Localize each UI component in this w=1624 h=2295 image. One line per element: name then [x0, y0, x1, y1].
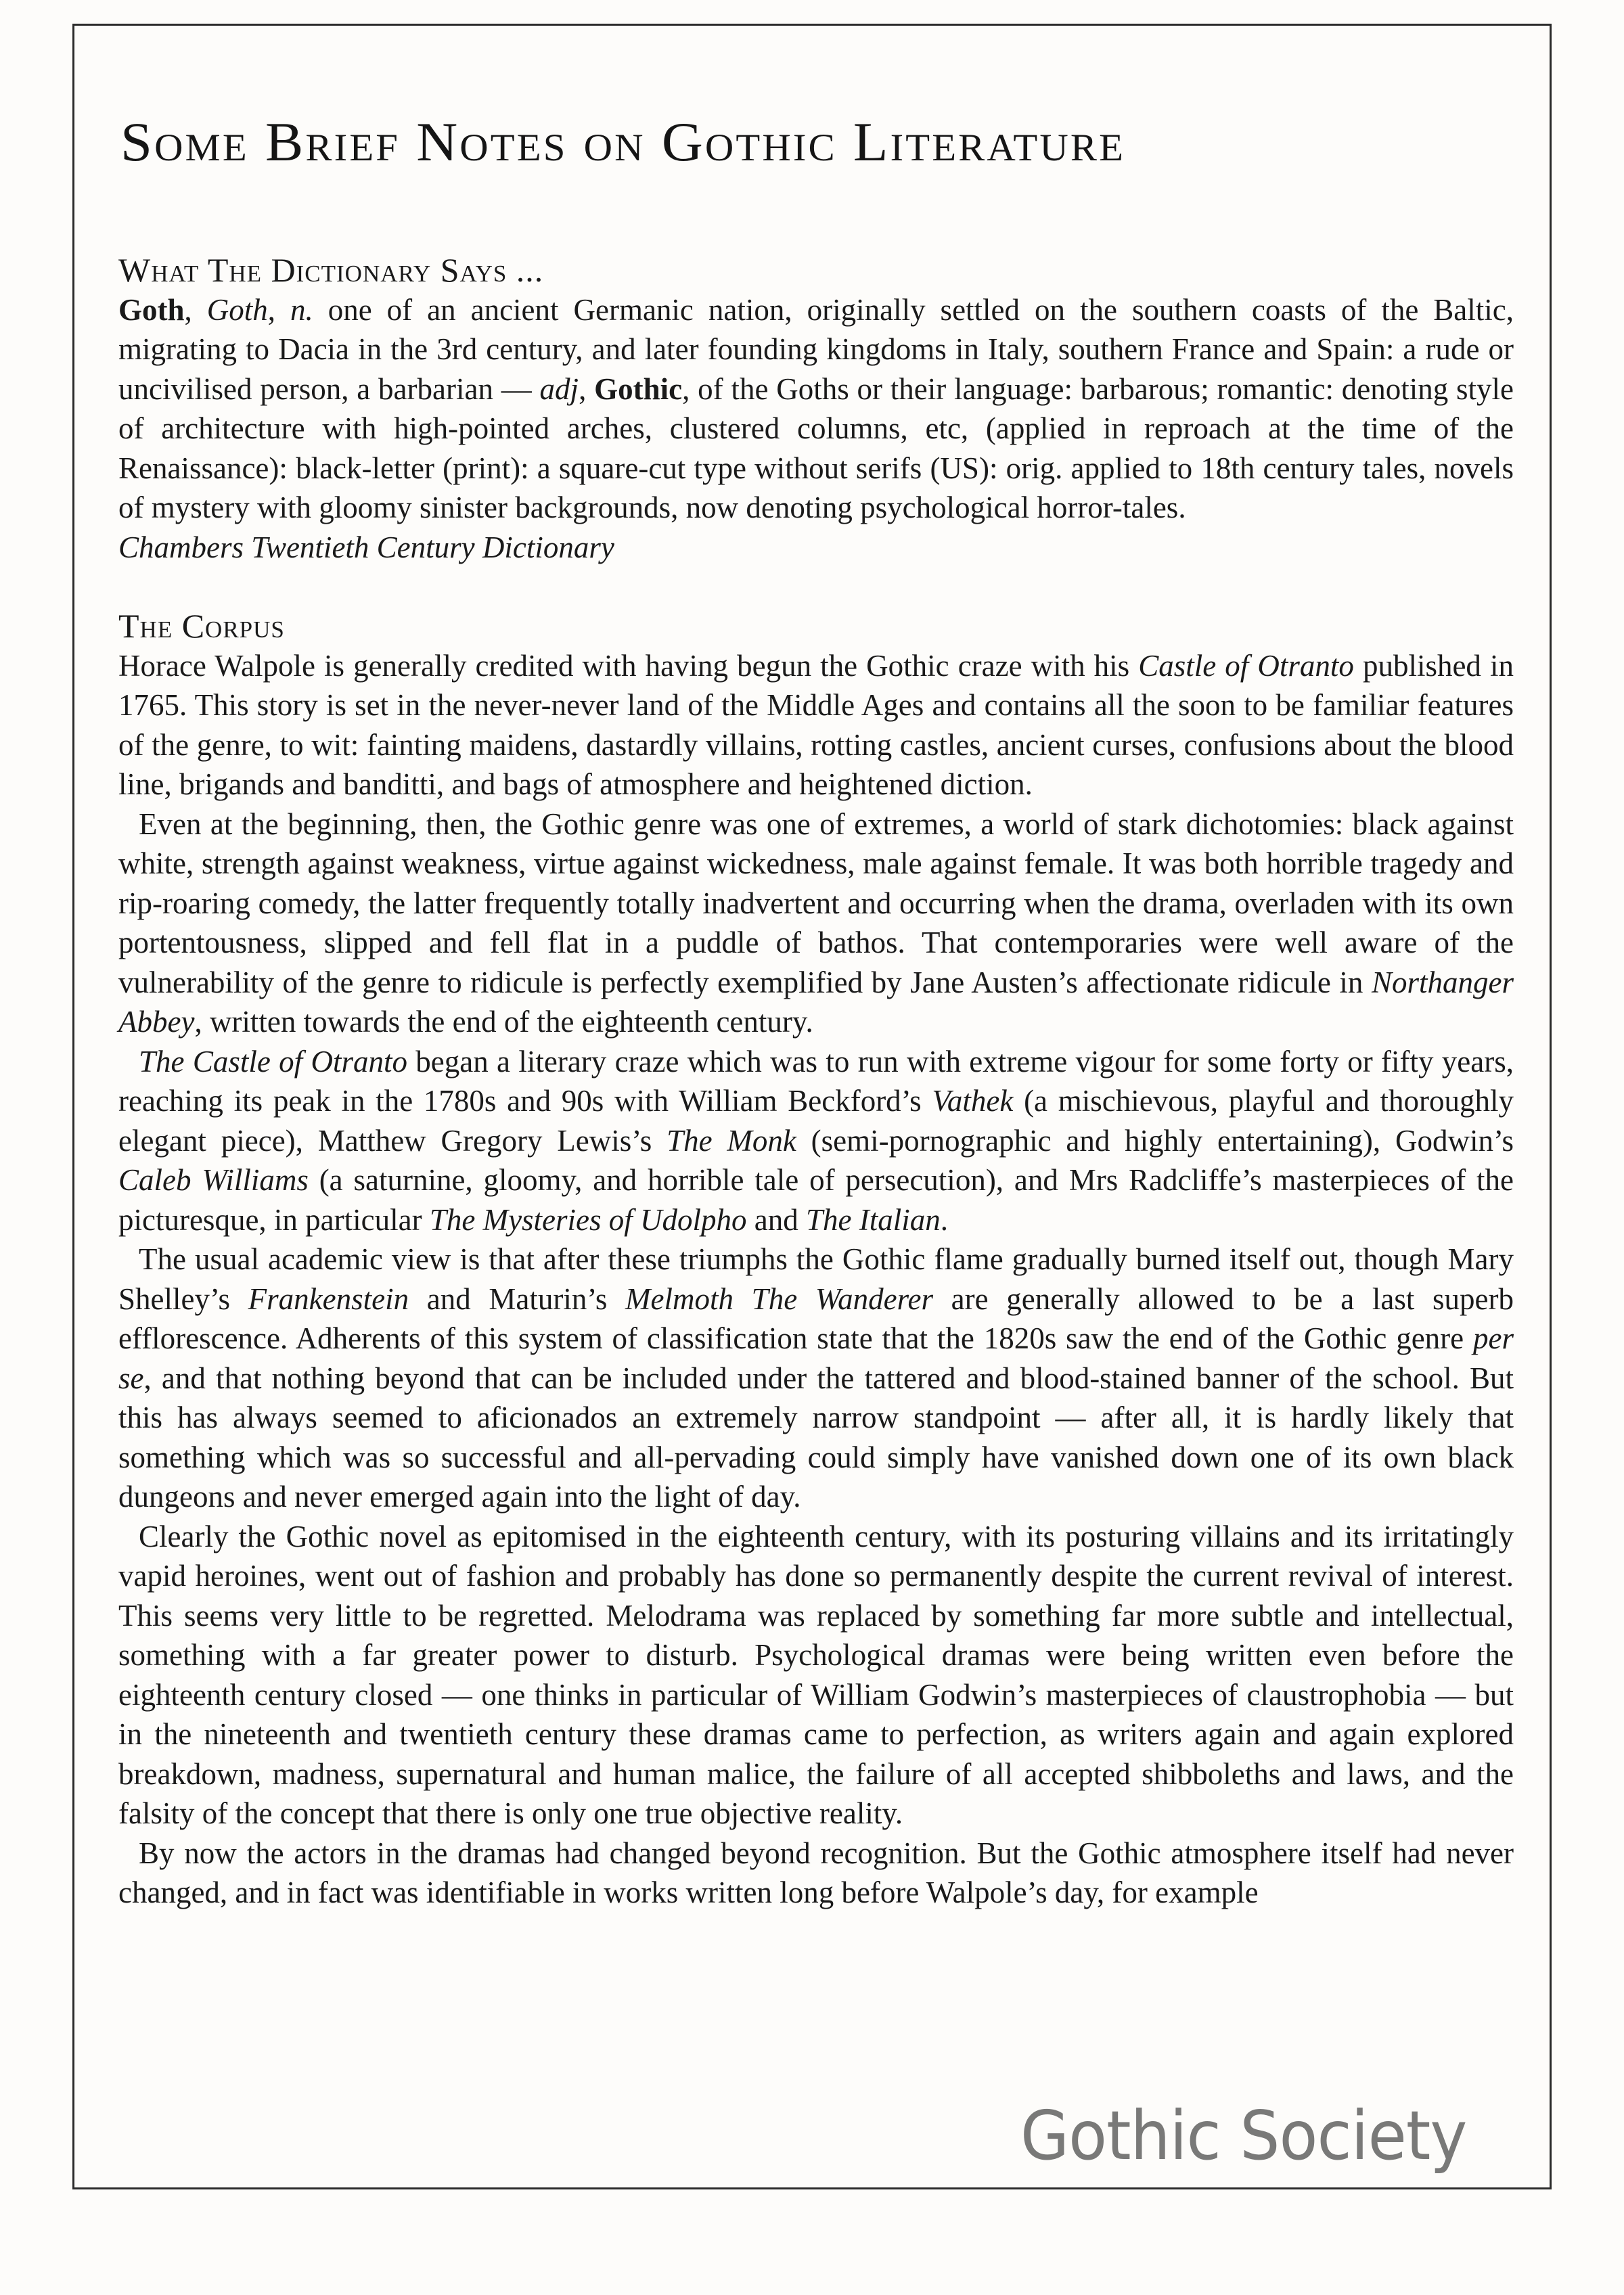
headword-italic: Goth: [206, 292, 268, 327]
book-title: Vathek: [932, 1084, 1014, 1118]
paragraph-text: The usual academic view is that after these triumphs the Gothic flame gradually burned itself out, though Mary Shelley’s: [118, 1242, 1514, 1316]
paragraph-text: Even at the beginning, then, the Gothic genre was one of extremes, a world of stark dichotomies: black against white, strength against weakness, virtue against wickedness, male against female. It was both horrible tragedy and rip-roaring comedy, the latter frequently totally inadvertent and occurring when the drama, overladen with its own portentousness, slipped and fell flat in a puddle of bathos. That contemporaries were well aware of the vulnerability of the genre to ridicule is perfectly exemplified by Jane Austen’s affectionate ridicule in: [118, 806, 1514, 999]
paragraph-extremes: [118, 804, 1514, 1042]
separator: ,: [267, 292, 290, 327]
paragraph-text: began a literary craze which was to run with extreme vigour for some forty or fifty years, reaching its peak in the 1780s and 90s with William Beckford’s: [118, 1044, 1514, 1118]
paragraph-text: and Maturin’s: [409, 1281, 626, 1316]
separator: ,: [579, 371, 595, 406]
book-title: Melmoth The Wanderer: [625, 1281, 933, 1316]
headword: Goth: [118, 292, 185, 327]
definition-text: one of an ancient Germanic nation, originally settled on the southern coasts of the Baltic, migrating to Dacia in the 3rd century, and later founding kingdoms in Italy, southern France and Spain: a rude or uncivilised person, a barbarian —: [118, 292, 1514, 406]
latin-phrase: per se: [118, 1321, 1514, 1395]
section-heading-dictionary: What The Dictionary Says ...: [118, 251, 544, 289]
paragraph-text: , written towards the end of the eighteenth century.: [194, 1005, 813, 1039]
dictionary-source: Chambers Twentieth Century Dictionary: [118, 530, 614, 564]
paragraph-text: .: [940, 1202, 949, 1237]
paragraph-text: (semi-pornographic and highly entertaining), Godwin’s: [796, 1123, 1514, 1158]
paragraph-literary-craze: [118, 1042, 1514, 1240]
section-heading-corpus: The Corpus: [118, 607, 285, 645]
book-title: The Italian: [806, 1202, 941, 1237]
book-title: Castle of Otranto: [1138, 648, 1354, 683]
adjective-headword: Gothic: [594, 371, 683, 406]
book-title: Northanger Abbey: [118, 965, 1514, 1039]
definition-text: , of the Goths or their language: barbarous; romantic: denoting style of architecture with high-pointed arches, clustered columns, etc, (applied in reproach at the time of the Renaissance): black-letter (print): a square-cut type without serifs (US): orig. applied to 18th century tales, novels of mystery with gloomy sinister backgrounds, now denoting psychological horror-tales.: [118, 371, 1514, 524]
dictionary-definition: [118, 290, 1514, 528]
paragraph-text: published in 1765. This story is set in the never-never land of the Middle Ages and contains all the soon to be familiar features of the genre, to wit: fainting maidens, dastardly villains, rotting castles, ancient curses, confusions about the blood line, brigands and banditti, and bags of atmosphere and heightened diction.: [118, 648, 1514, 801]
separator: ,: [184, 292, 207, 327]
paragraph-text: Horace Walpole is generally credited with having begun the Gothic craze with his: [118, 648, 1139, 683]
book-title: The Castle of Otranto: [139, 1044, 407, 1078]
book-title: Caleb Williams: [118, 1163, 309, 1197]
watermark-text: Gothic Society: [1020, 2096, 1467, 2175]
paragraph-text: (a mischievous, playful and thoroughly elegant piece), Matthew Gregory Lewis’s: [118, 1084, 1514, 1158]
paragraph-text: are generally allowed to be a last superb efflorescence. Adherents of this system of classification state that the 1820s saw the end of the Gothic genre: [118, 1281, 1514, 1355]
paragraph-gothic-atmosphere: By now the actors in the dramas had changed beyond recognition. But the Gothic atmosphere itself had never changed, and in fact was identifiable in works written long before Walpole’s day, for example: [118, 1836, 1514, 1909]
paragraph-academic-view: [118, 1240, 1514, 1517]
paragraph-walpole: [118, 646, 1514, 804]
book-title: Frankenstein: [248, 1281, 409, 1316]
paragraph-text: , and that nothing beyond that can be included under the tattered and blood-stained banner of the school. But this has always seemed to aficionados an extremely narrow standpoint — after all, it is hardly likely that something which was so successful and all-pervading could simply have vanished down one of its own black dungeons and never emerged again into the light of day.: [118, 1361, 1514, 1514]
document-body: [118, 250, 1514, 1913]
book-title: The Mysteries of Udolpho: [429, 1202, 747, 1237]
adjective-label: adj: [539, 371, 579, 406]
paragraph-text: and: [746, 1202, 807, 1237]
book-title: The Monk: [667, 1123, 796, 1158]
page-title: Some Brief Notes on Gothic Literature: [120, 110, 1126, 173]
paragraph-psychological-dramas: Clearly the Gothic novel as epitomised in the eighteenth century, with its posturing villains and its irritatingly vapid heroines, went out of fashion and probably has done so permanently despite the current revival of interest. This seems very little to be regretted. Melodrama was replaced by something far more subtle and intellectual, something with a far greater power to disturb. Psychological dramas were being written even before the eighteenth century closed — one thinks in particular of William Godwin’s masterpieces of claustrophobia — but in the nineteenth and twentieth century these dramas came to perfection, as writers again and again explored breakdown, madness, supernatural and human malice, the failure of all accepted shibboleths and laws, and the falsity of the concept that there is only one true objective reality.: [118, 1519, 1514, 1830]
paragraph-text: (a saturnine, gloomy, and horrible tale of persecution), and Mrs Radcliffe’s masterpieces of the picturesque, in particular: [118, 1163, 1514, 1237]
part-of-speech: n.: [290, 292, 313, 327]
